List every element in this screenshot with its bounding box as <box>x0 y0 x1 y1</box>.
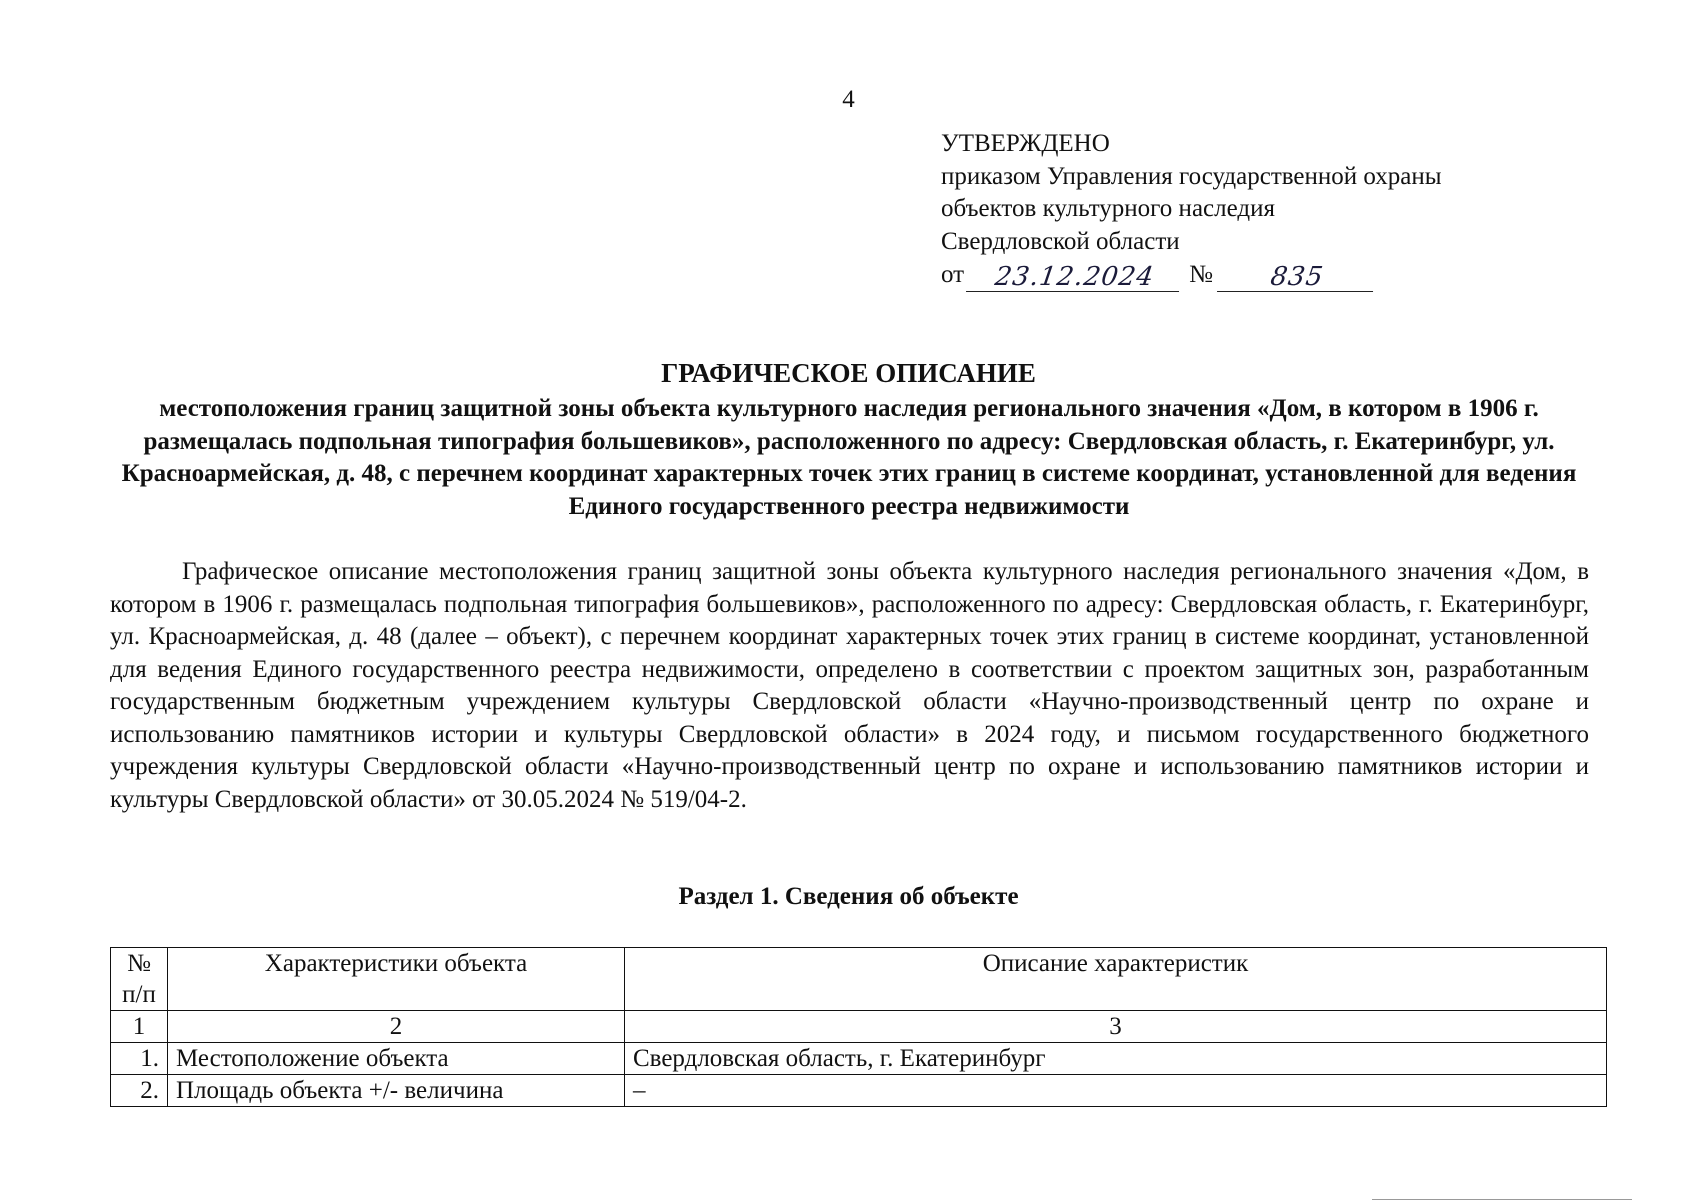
approval-heading: УТВЕРЖДЕНО <box>941 130 1110 157</box>
body-paragraph: Графическое описание местоположения границ защитной зоны объекта культурного наследия регионального значения «Дом, в котором в 1906 г. размещалась подпольная типография большевиков», расположенного по адресу: Свердловская область, г. Екатеринбург, ул. Красноармейская, д. 48 (далее – объект), с перечнем координат характерных точек этих границ в системе координат, установленной для ведения Единого государственного реестра недвижимости, определено в соответствии с проектом защитных зон, разработанным государственным бюджетным учреждением культуры Свердловской области «Научно-производственный центр по охране и использованию памятников истории и культуры Свердловской области» в 2024 году, и письмом государственного бюджетного учреждения культуры Свердловской области «Научно-производственный центр по охране и использованию памятников истории и культуры Свердловской области» от 30.05.2024 № 519/04-2. <box>110 558 1589 813</box>
handwritten-date: 23.12.2024 <box>966 263 1183 292</box>
page-number: 4 <box>842 86 855 113</box>
date-prefix: от <box>941 261 965 288</box>
numbering-cell-2: 2 <box>168 1011 625 1043</box>
row-number: 2. <box>111 1075 168 1107</box>
table-numbering-row <box>111 1011 1607 1043</box>
row-number: 1. <box>111 1043 168 1075</box>
row-description: – <box>625 1075 1607 1107</box>
numbering-cell-1: 1 <box>111 1011 168 1043</box>
numbering-cell-3: 3 <box>625 1011 1607 1043</box>
header-number-cell <box>111 948 168 1011</box>
approval-line-2: объектов культурного наследия <box>941 195 1275 222</box>
header-description: Описание характеристик <box>625 948 1607 1011</box>
row-characteristic: Местоположение объекта <box>168 1043 625 1075</box>
row-description: Свердловская область, г. Екатеринбург <box>625 1043 1607 1075</box>
section-title: Раздел 1. Сведения об объекте <box>678 883 1019 910</box>
approval-stamp <box>941 128 1581 292</box>
approval-date-line <box>941 259 1581 292</box>
number-sign: № <box>1189 261 1213 288</box>
header-number-line2: п/п <box>122 981 156 1008</box>
row-characteristic: Площадь объекта +/- величина <box>168 1075 625 1107</box>
object-info-table <box>110 947 1607 1107</box>
table-row <box>111 1075 1607 1107</box>
table-header-row <box>111 948 1607 1011</box>
header-number-line1: № <box>127 950 151 977</box>
table-row <box>111 1043 1607 1075</box>
document-subtitle: местоположения границ защитной зоны объекта культурного наследия регионального значения «Дом, в котором в 1906 г. размещалась подпольная типография большевиков», расположенного по адресу: Свердловская область, г. Екатеринбург, ул. Красноармейская, д. 48, с перечнем координат характерных точек этих границ в системе координат, установленной для ведения Единого государственного реестра недвижимости <box>121 395 1577 520</box>
handwritten-order-number: 835 <box>1217 263 1377 292</box>
approval-line-3: Свердловской области <box>941 227 1180 255</box>
approval-line-1: приказом Управления государственной охраны <box>941 162 1442 190</box>
header-characteristics: Характеристики объекта <box>168 948 625 1011</box>
document-title: ГРАФИЧЕСКОЕ ОПИСАНИЕ <box>661 358 1036 388</box>
